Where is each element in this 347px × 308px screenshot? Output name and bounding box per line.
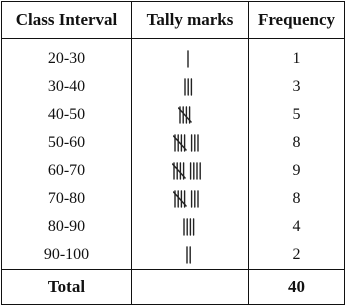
tally-cell [132, 157, 249, 185]
frequency-cell: 8 [249, 185, 345, 213]
table-row [2, 129, 345, 157]
frequency-cell: 2 [249, 241, 345, 270]
tally-cell [132, 39, 249, 74]
header-frequency: Frequency [249, 2, 345, 39]
tally-cell [132, 185, 249, 213]
total-tally-cell [132, 270, 249, 305]
tally-cell [132, 73, 249, 101]
tally-cell [132, 101, 249, 129]
table-row [2, 185, 345, 213]
frequency-cell: 3 [249, 73, 345, 101]
class-interval-cell: 80-90 [2, 213, 132, 241]
header-row [2, 2, 345, 39]
tally-marks-icon [178, 105, 202, 125]
frequency-cell: 4 [249, 213, 345, 241]
class-interval-cell: 70-80 [2, 185, 132, 213]
class-interval-cell: 50-60 [2, 129, 132, 157]
header-class-interval: Class Interval [2, 2, 132, 39]
class-interval-cell: 60-70 [2, 157, 132, 185]
frequency-table [1, 1, 345, 305]
tally-marks-icon [172, 161, 209, 181]
frequency-cell: 9 [249, 157, 345, 185]
header-tally-marks: Tally marks [132, 2, 249, 39]
frequency-cell: 8 [249, 129, 345, 157]
tally-marks-icon [183, 77, 197, 97]
class-interval-cell: 40-50 [2, 101, 132, 129]
class-interval-cell: 90-100 [2, 241, 132, 270]
table-row [2, 213, 345, 241]
tally-cell [132, 129, 249, 157]
tally-marks-icon [186, 49, 194, 69]
total-label: Total [2, 270, 132, 305]
tally-cell [132, 213, 249, 241]
tally-marks-icon [173, 133, 207, 153]
tally-cell [132, 241, 249, 270]
table-row [2, 39, 345, 74]
tally-marks-icon [173, 189, 207, 209]
class-interval-cell: 20-30 [2, 39, 132, 74]
total-row [2, 270, 345, 305]
table-row [2, 73, 345, 101]
tally-marks-icon [185, 245, 196, 265]
frequency-cell: 1 [249, 39, 345, 74]
table-row [2, 157, 345, 185]
table-row [2, 241, 345, 270]
class-interval-cell: 30-40 [2, 73, 132, 101]
tally-marks-icon [182, 217, 199, 237]
total-frequency: 40 [249, 270, 345, 305]
table-row [2, 101, 345, 129]
frequency-cell: 5 [249, 101, 345, 129]
